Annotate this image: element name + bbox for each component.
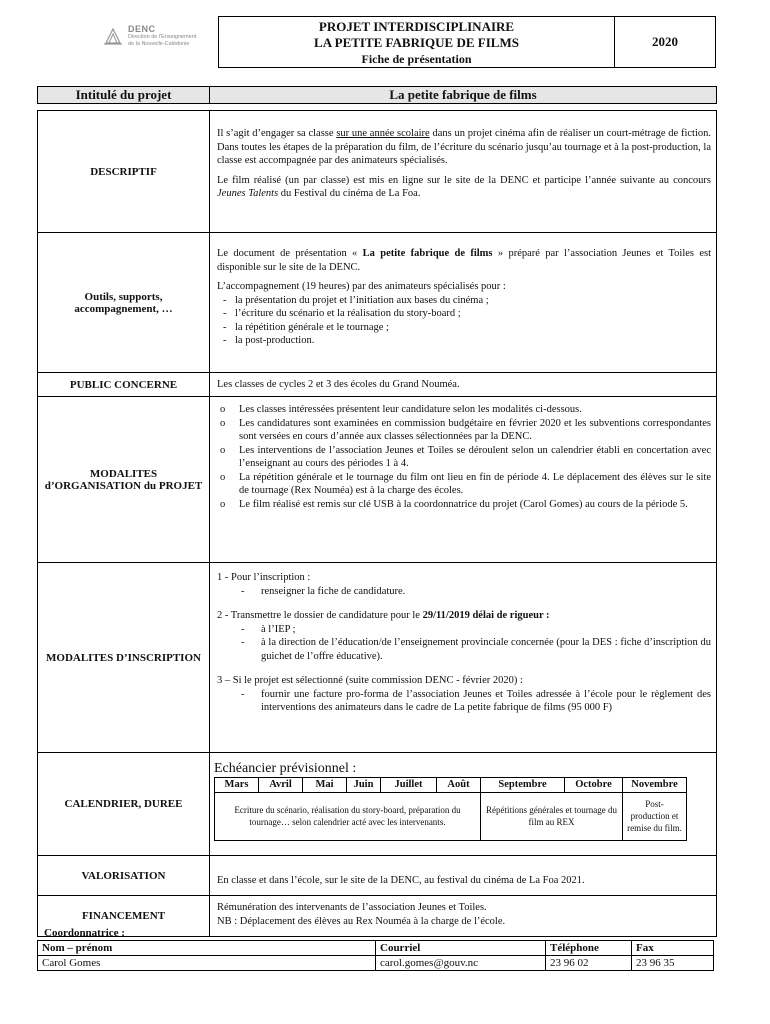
financement-line-1: Rémunération des intervenants de l’association Jeunes et Toiles. [217,902,487,913]
list-item: o La répétition générale et le tournage du film ont lieu en fin de période 4. Le déplacement des élèves sur le site de tournage (Rex Nouméa) est à la charge des écoles. [217,471,711,498]
schedule-month: Septembre [481,778,565,793]
descriptif-content [210,111,716,232]
list-item: - fournir une facture pro-forma de l’association Jeunes et Toiles adressée à l’école pour le règlement des interventions des animateurs dans le cadre de La petite fabrique de films (95 000 F) [239,688,711,715]
row-calendrier [38,753,716,856]
row-valorisation [38,856,716,896]
coordinator-header-fax: Fax [632,941,714,956]
logo-line2: de la Nouvelle-Calédonie [128,40,190,47]
coordinator-header-phone: Téléphone [546,941,632,956]
list-item: o Le film réalisé est remis sur clé USB à la coordonnatrice du projet (Carol Gomes) au cours de la période 5. [217,498,711,512]
row-label-organisation: MODALITES d’ORGANISATION du PROJET [38,397,210,562]
list-item: o Les classes intéressées présentent leur candidature selon les modalités ci-dessous. [217,403,711,417]
list-item: - la répétition générale et le tournage ; [217,321,711,335]
inscription-deadline: 29/11/2019 délai de rigueur : [422,610,550,621]
outils-content [210,233,716,372]
list-item: - l’écriture du scénario et la réalisation du story-board ; [217,307,711,321]
outils-p1-end: » préparé par l’association Jeunes et Toiles est disponible sur le site de la DENC. [217,248,711,273]
inscription-step-1-list [239,585,711,599]
coordinator-email: carol.gomes@gouv.nc [376,956,546,971]
inscription-step-2-text: 2 - Transmettre le dossier de candidature pour le [217,610,423,621]
descriptif-p1-start: Il s’agit d’engager sa classe [217,128,337,139]
schedule-month: Juin [347,778,381,793]
inscription-step-3: 3 – Si le projet est sélectionné (suite commission DENC - février 2020) : [217,675,523,686]
list-item: - à la direction de l’éducation/de l’enseignement provinciale concernée (pour la DES : fiche d’inscription du guichet de l’offre éducative). [239,636,711,663]
row-label-public: PUBLIC CONCERNE [38,373,210,396]
schedule-phase-shooting: Répétitions générales et tournage du film au REX [481,792,623,840]
inscription-step-2 [217,609,711,623]
descriptif-paragraph-1 [217,127,711,168]
schedule-month: Mai [303,778,347,793]
schedule-month: Avril [259,778,303,793]
list-item: - la post-production. [217,334,711,348]
row-public [38,373,716,397]
descriptif-p2-italic: Jeunes Talents [217,188,279,199]
coordinator-phone: 23 96 02 [546,956,632,971]
outils-paragraph-1 [217,247,711,274]
list-item: - renseigner la fiche de candidature. [239,585,711,599]
row-label-financement: FINANCEMENT [38,896,210,936]
inscription-step-3-list [239,688,711,715]
project-title-label: Intitulé du projet [38,87,210,103]
header-title-line2: LA PETITE FABRIQUE DE FILMS [314,35,519,50]
schedule-title: Echéancier prévisionnel : [214,761,357,776]
table-row [38,956,714,971]
schedule-table [214,777,687,841]
descriptif-paragraph-2 [217,174,711,201]
schedule-month: Juillet [381,778,437,793]
inscription-step-1: 1 - Pour l’inscription : [217,572,311,583]
financement-line-2: NB : Déplacement des élèves au Rex Nouméa à la charge de l’école. [217,915,506,927]
schedule-month: Mars [215,778,259,793]
denc-logo [102,22,210,50]
coordinator-fax: 23 96 35 [632,956,714,971]
row-label-outils: Outils, supports, accompagnement, … [38,233,210,372]
coordinator-table [37,940,714,971]
organisation-list [217,403,711,511]
schedule-phase-writing: Ecriture du scénario, réalisation du story-board, préparation du tournage… selon calendrier acté avec les intervenants. [215,792,481,840]
schedule-phase-postproduction: Post-production et remise du film. [623,792,687,840]
header-title-line1: PROJET INTERDISCIPLINAIRE [318,19,515,34]
outils-list [217,294,711,348]
descriptif-p2-end: du Festival du cinéma de La Foa. [278,188,421,199]
financement-content [210,896,716,936]
logo-brand: DENC [128,24,156,34]
row-descriptif [38,111,716,233]
inscription-step-2-list [239,623,711,664]
schedule-month: Août [437,778,481,793]
row-label-descriptif: DESCRIPTIF [38,111,210,232]
row-financement [38,896,716,936]
list-item: o Les interventions de l’association Jeunes et Toiles se déroulent selon un calendrier établi en concertation avec l’enseignant au cours des périodes 1 à 4. [217,444,711,471]
row-label-valorisation: VALORISATION [38,856,210,895]
header-year: 2020 [652,34,678,49]
row-label-inscription: MODALITES D’INSCRIPTION [38,563,210,752]
coordinator-name: Carol Gomes [38,956,376,971]
header-title [219,17,615,67]
row-label-calendrier: CALENDRIER, DUREE [38,753,210,855]
coordinator-heading: Coordonnatrice : [44,927,125,939]
inscription-content [210,563,716,752]
row-inscription [38,563,716,753]
row-outils [38,233,716,373]
presentation-table [37,110,717,937]
list-item: - à l’IEP ; [239,623,711,637]
outils-p1-bold: La petite fabrique de films [362,248,493,259]
descriptif-p1-end: dans un projet cinéma afin de réaliser un court-métrage de fiction. Dans toutes les étapes de la préparation du film, de l’écriture du scénario jusqu’au tournage et à la post-production, la classe est accompagnée par des animateurs spécialisés. [217,128,711,166]
schedule-month: Novembre [623,778,687,793]
header-title-line3: Fiche de présentation [361,52,472,66]
descriptif-p2-start: Le film réalisé (un par classe) est mis en ligne sur le site de la DENC et participe l’année suivante au concours [217,174,711,186]
schedule-month: Octobre [565,778,623,793]
descriptif-p1-underlined: sur une année scolaire [336,128,430,139]
project-title-value: La petite fabrique de films [389,87,537,102]
header-box [218,16,716,68]
calendrier-content [210,753,716,855]
denc-logo-icon [102,25,124,47]
public-content: Les classes de cycles 2 et 3 des écoles du Grand Nouméa. [217,379,460,390]
list-item: - la présentation du projet et l’initiation aux bases du cinéma ; [217,294,711,308]
list-item: o Les candidatures sont examinées en commission budgétaire en février 2020 et les subventions correspondantes sont versées en cours d’année aux classes sélectionnées par la DENC. [217,417,711,444]
valorisation-content: En classe et dans l’école, sur le site de la DENC, au festival du cinéma de La Foa 2021. [217,875,585,886]
logo-line1: Direction de l'Enseignement [128,34,197,40]
project-title-bar [37,86,717,104]
row-organisation [38,397,716,563]
outils-p1-start: Le document de présentation « [217,248,363,259]
coordinator-header-name: Nom – prénom [38,941,376,956]
outils-paragraph-2: L’accompagnement (19 heures) par des animateurs spécialisés pour : [217,281,506,292]
organisation-content [210,397,716,562]
coordinator-header-email: Courriel [376,941,546,956]
